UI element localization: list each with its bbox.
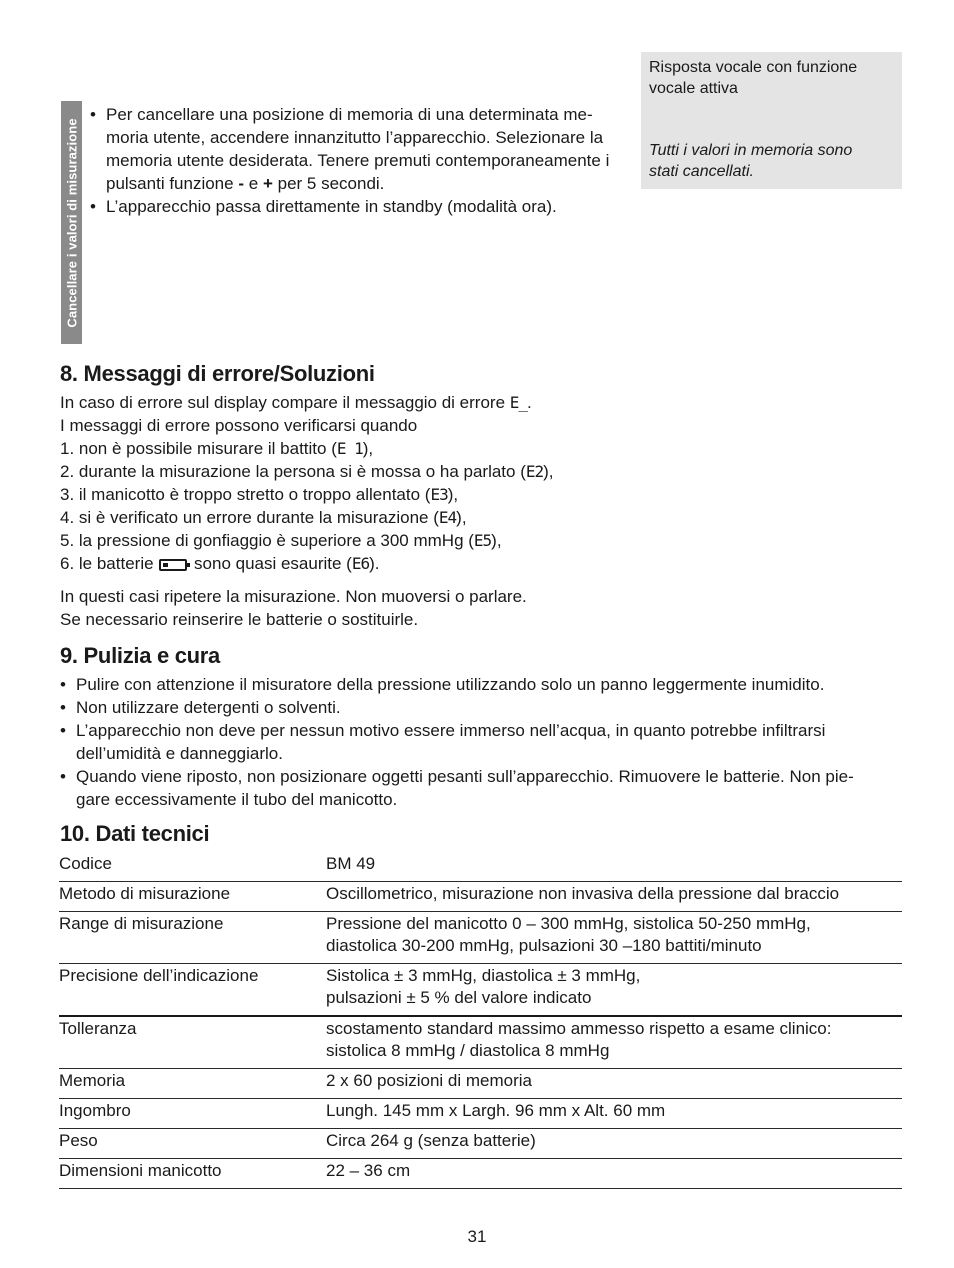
table-row: Precisione dell’indicazione Sistolica ± 3 mmHg, diastolica ± 3 mmHg, pulsazioni ± 5 % del valore indicato (59, 964, 902, 1017)
battery-low-icon (159, 559, 187, 571)
section8-title: 8. Messaggi di errore/Soluzioni (60, 361, 375, 386)
section-side-tab (61, 101, 82, 344)
instruction-bullet: • L’apparecchio passa direttamente in standby (modalità ora). (88, 195, 636, 218)
delete-instructions (88, 103, 636, 218)
error-item: 6. le batterie sono quasi esaurite (E6). (60, 554, 380, 573)
error-code: E4 (438, 508, 457, 527)
instruction-bullet: • Per cancellare una posizione di memoria di una determinata me- moria utente, accendere innanzitutto l’apparecchio. Selezionare la memoria utente desiderata. Tenere premuti contemporaneamente i pulsanti funzione - e + per 5 secondi. (88, 103, 636, 195)
minus-button-icon: - (238, 174, 244, 193)
error-code: E6 (351, 554, 370, 573)
table-row: Peso Circa 264 g (senza batterie) (59, 1129, 902, 1159)
page-number: 31 (467, 1227, 487, 1246)
section8-outro-2: Se necessario reinserire le batterie o sostituirle. (60, 610, 419, 629)
table-row: Dimensioni manicotto 22 – 36 cm (59, 1159, 902, 1189)
error-item: 4. si è verificato un errore durante la misurazione (E4), (60, 508, 467, 527)
error-item: 3. il manicotto è troppo stretto o troppo allentato (E3), (60, 485, 459, 504)
section8-intro: In caso di errore sul display compare il messaggio di errore E_. (60, 393, 532, 412)
error-code: E5 (473, 531, 492, 550)
error-item: 1. non è possibile misurare il battito (E 1), (60, 439, 374, 458)
table-row: Tolleranza scostamento standard massimo ammesso rispetto a esame clinico: sistolica 8 mmHg / diastolica 8 mmHg (59, 1016, 902, 1069)
voice-box-heading-2: vocale attiva (649, 80, 738, 97)
tech-specs-table (59, 852, 902, 1189)
error-item: 2. durante la misurazione la persona si è mossa o ha parlato (E2), (60, 462, 554, 481)
table-row: Ingombro Lungh. 145 mm x Largh. 96 mm x Alt. 60 mm (59, 1099, 902, 1129)
voice-box-message: Tutti i valori in memoria sono stati cancellati. (649, 142, 853, 180)
section8-outro-1: In questi casi ripetere la misurazione. Non muoversi o parlare. (60, 587, 527, 606)
section9-list (60, 673, 900, 811)
section8-body: In caso di errore sul display compare il messaggio di errore E_. I messaggi di errore possono verificarsi quando 1. non è possibile misurare il battito (E 1), 2. durante la misurazione la persona si è mossa o ha parlato (E2), 3. il manicotto è troppo stretto o troppo allentato (E3), 4. si è verificato un errore durante la misurazione (E4), 5. la pressione di gonfiaggio è superiore a 300 mmHg (E5), 6. le batterie sono quasi esaurite (E6). In questi casi ripetere la misurazione. Non muoversi o parlare. Se necessario reinserire le batterie o sostituirle. (60, 391, 900, 631)
error-code: E3 (430, 485, 448, 504)
voice-box-heading-1: Risposta vocale con funzione (649, 59, 858, 76)
plus-button-icon: + (262, 174, 273, 193)
error-code: E 1 (336, 439, 363, 458)
section9-title: 9. Pulizia e cura (60, 643, 220, 668)
table-row: Range di misurazione Pressione del manicotto 0 – 300 mmHg, sistolica 50-250 mmHg, diastolica 30-200 mmHg, pulsazioni 30 –180 battiti/minuto (59, 912, 902, 964)
voice-response-box (641, 52, 902, 189)
error-item: 5. la pressione di gonfiaggio è superiore a 300 mmHg (E5), (60, 531, 502, 550)
table-row: Memoria 2 x 60 posizioni di memoria (59, 1069, 902, 1099)
section10-title: 10. Dati tecnici (60, 821, 210, 846)
list-item: • Non utilizzare detergenti o solventi. (60, 696, 900, 719)
error-code: E2 (525, 462, 544, 481)
list-item: • Quando viene riposto, non posizionare oggetti pesanti sull’apparecchio. Rimuovere le batterie. Non pie- gare eccessivamente il tubo del manicotto. (60, 765, 900, 811)
list-item: • Pulire con attenzione il misuratore della pressione utilizzando solo un panno leggermente inumidito. (60, 673, 900, 696)
error-code: E_ (509, 393, 528, 412)
table-row: Codice BM 49 (59, 852, 902, 882)
table-row: Metodo di misurazione Oscillometrico, misurazione non invasiva della pressione dal braccio (59, 882, 902, 912)
list-item: • L’apparecchio non deve per nessun motivo essere immerso nell’acqua, in quanto potrebbe infiltrarsi dell’umidità e danneggiarlo. (60, 719, 900, 765)
side-tab-label: Cancellare i valori di misurazione (64, 117, 79, 328)
